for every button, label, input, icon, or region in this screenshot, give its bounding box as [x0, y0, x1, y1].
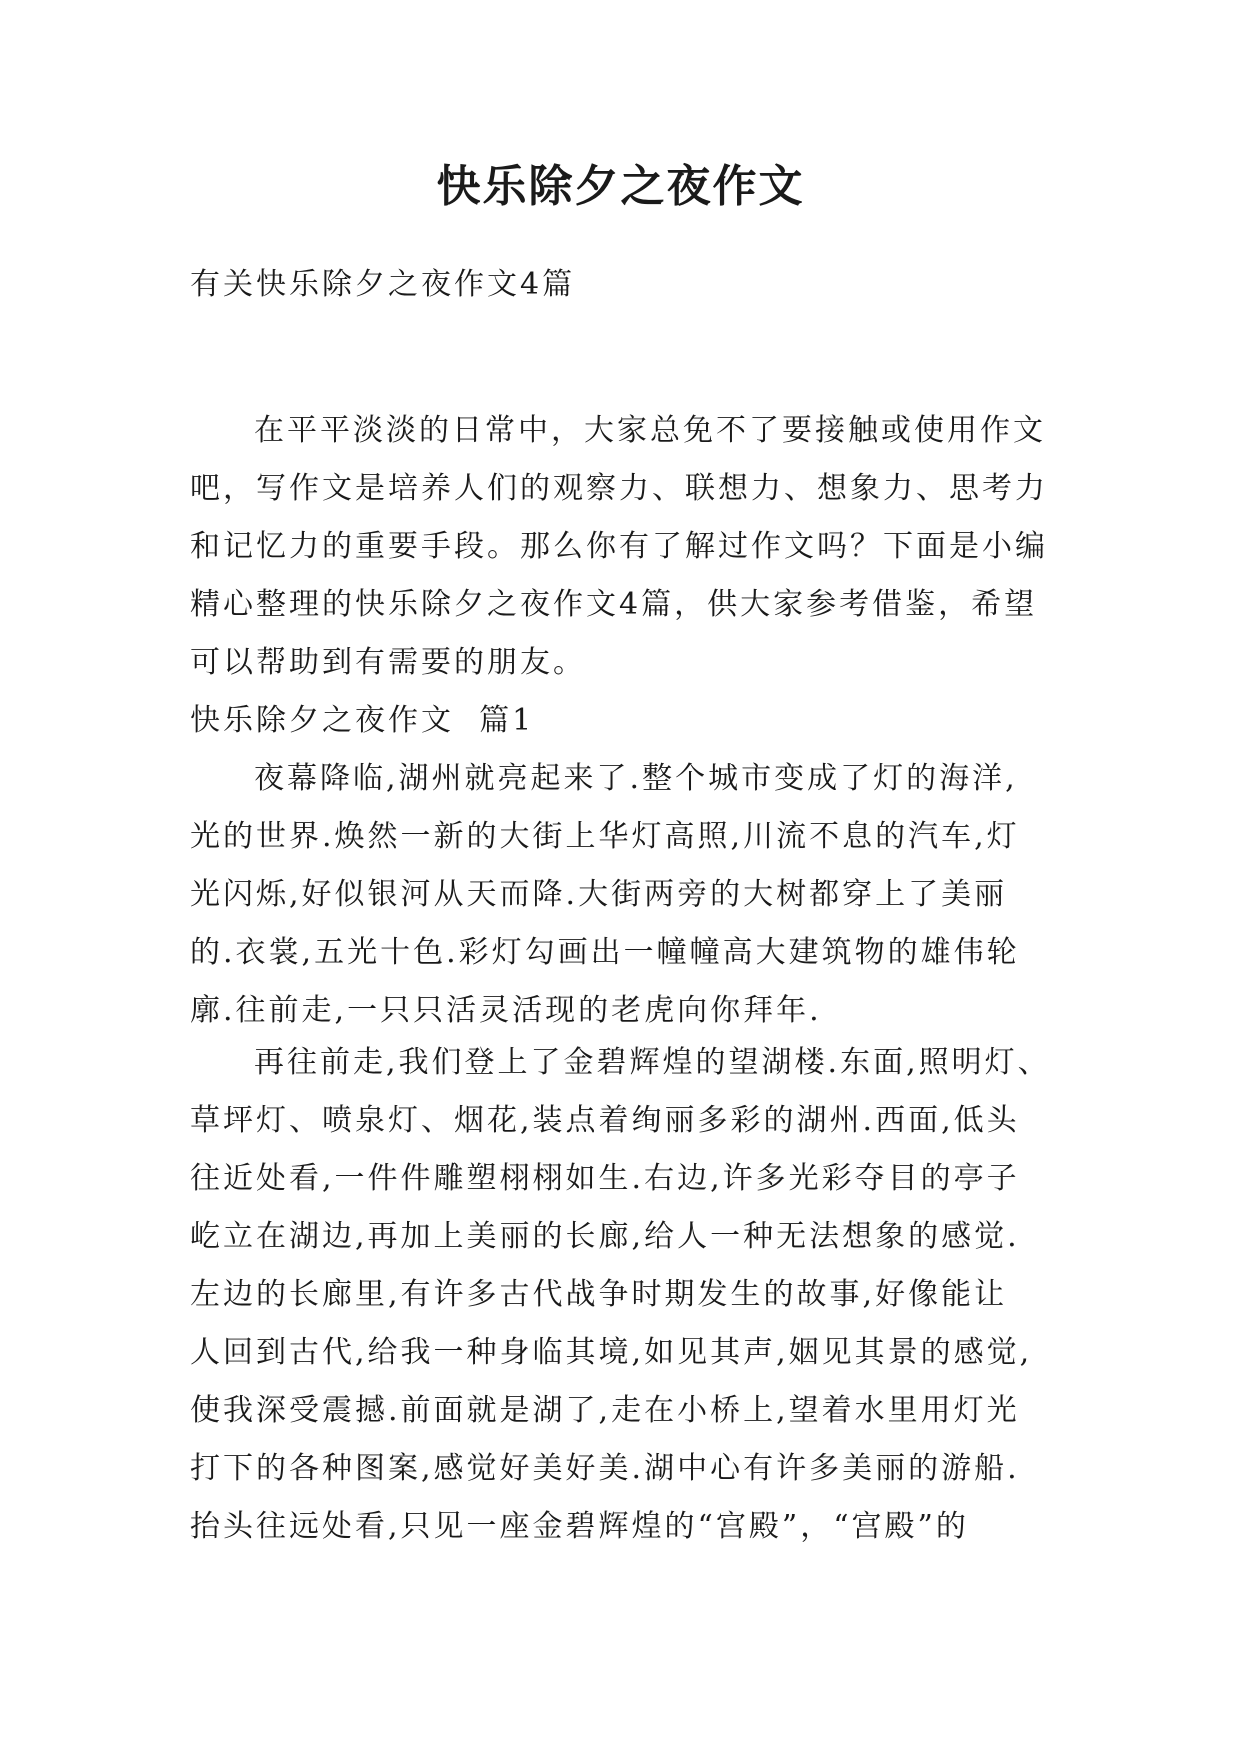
paragraph-line: 左边的长廊里,有许多古代战争时期发生的故事,好像能让: [190, 1277, 1008, 1312]
paragraph-line: 的.衣裳,五光十色.彩灯勾画出一幢幢高大建筑物的雄伟轮: [190, 935, 1020, 970]
subtitle-line: 有关快乐除夕之夜作文4篇: [190, 267, 576, 302]
section-heading: [190, 692, 1070, 750]
paragraph-line: 抬头往远处看,只见一座金碧辉煌的“宫殿”，“宫殿”的: [190, 1509, 969, 1544]
document-title: 快乐除夕之夜作文: [436, 161, 805, 212]
intro-line: 在平平淡淡的日常中，大家总免不了要接触或使用作文: [254, 413, 1046, 448]
intro-line: 精心整理的快乐除夕之夜作文4篇，供大家参考借鉴，希望: [190, 587, 1038, 622]
body-paragraph-1: [190, 750, 1070, 1040]
paragraph-line: 往近处看,一件件雕塑栩栩如生.右边,许多光彩夺目的亭子: [190, 1161, 1020, 1196]
paragraph-line: 廓.往前走,一只只活灵活现的老虎向你拜年.: [190, 993, 822, 1028]
paragraph-line: 打下的各种图案,感觉好美好美.湖中心有许多美丽的游船.: [190, 1451, 1020, 1486]
paragraph-line: 草坪灯、喷泉灯、烟花,装点着绚丽多彩的湖州.西面,低头: [190, 1103, 1020, 1138]
paragraph-line: 光的世界.焕然一新的大街上华灯高照,川流不息的汽车,灯: [190, 819, 1020, 854]
intro-line: 可以帮助到有需要的朋友。: [190, 645, 586, 680]
paragraph-line: 屹立在湖边,再加上美丽的长廊,给人一种无法想象的感觉.: [190, 1219, 1020, 1254]
paragraph-line: 夜幕降临,湖州就亮起来了.整个城市变成了灯的海洋,: [254, 761, 1018, 796]
intro-line: 吧，写作文是培养人们的观察力、联想力、想象力、思考力: [190, 471, 1048, 506]
paragraph-line: 光闪烁,好似银河从天而降.大街两旁的大树都穿上了美丽: [190, 877, 1008, 912]
paragraph-line: 人回到古代,给我一种身临其境,如见其声,姻见其景的感觉,: [190, 1335, 1033, 1370]
intro-paragraph: [190, 402, 1070, 692]
body-paragraph-2: [190, 1034, 1070, 1556]
paragraph-line: 使我深受震撼.前面就是湖了,走在小桥上,望着水里用灯光: [190, 1393, 1020, 1428]
section-heading-text: 快乐除夕之夜作文 篇1: [190, 703, 535, 738]
document-subtitle: [190, 256, 1070, 314]
intro-line: 和记忆力的重要手段。那么你有了解过作文吗？下面是小编: [190, 529, 1048, 564]
paragraph-line: 再往前走,我们登上了金碧辉煌的望湖楼.东面,照明灯、: [254, 1045, 1051, 1080]
